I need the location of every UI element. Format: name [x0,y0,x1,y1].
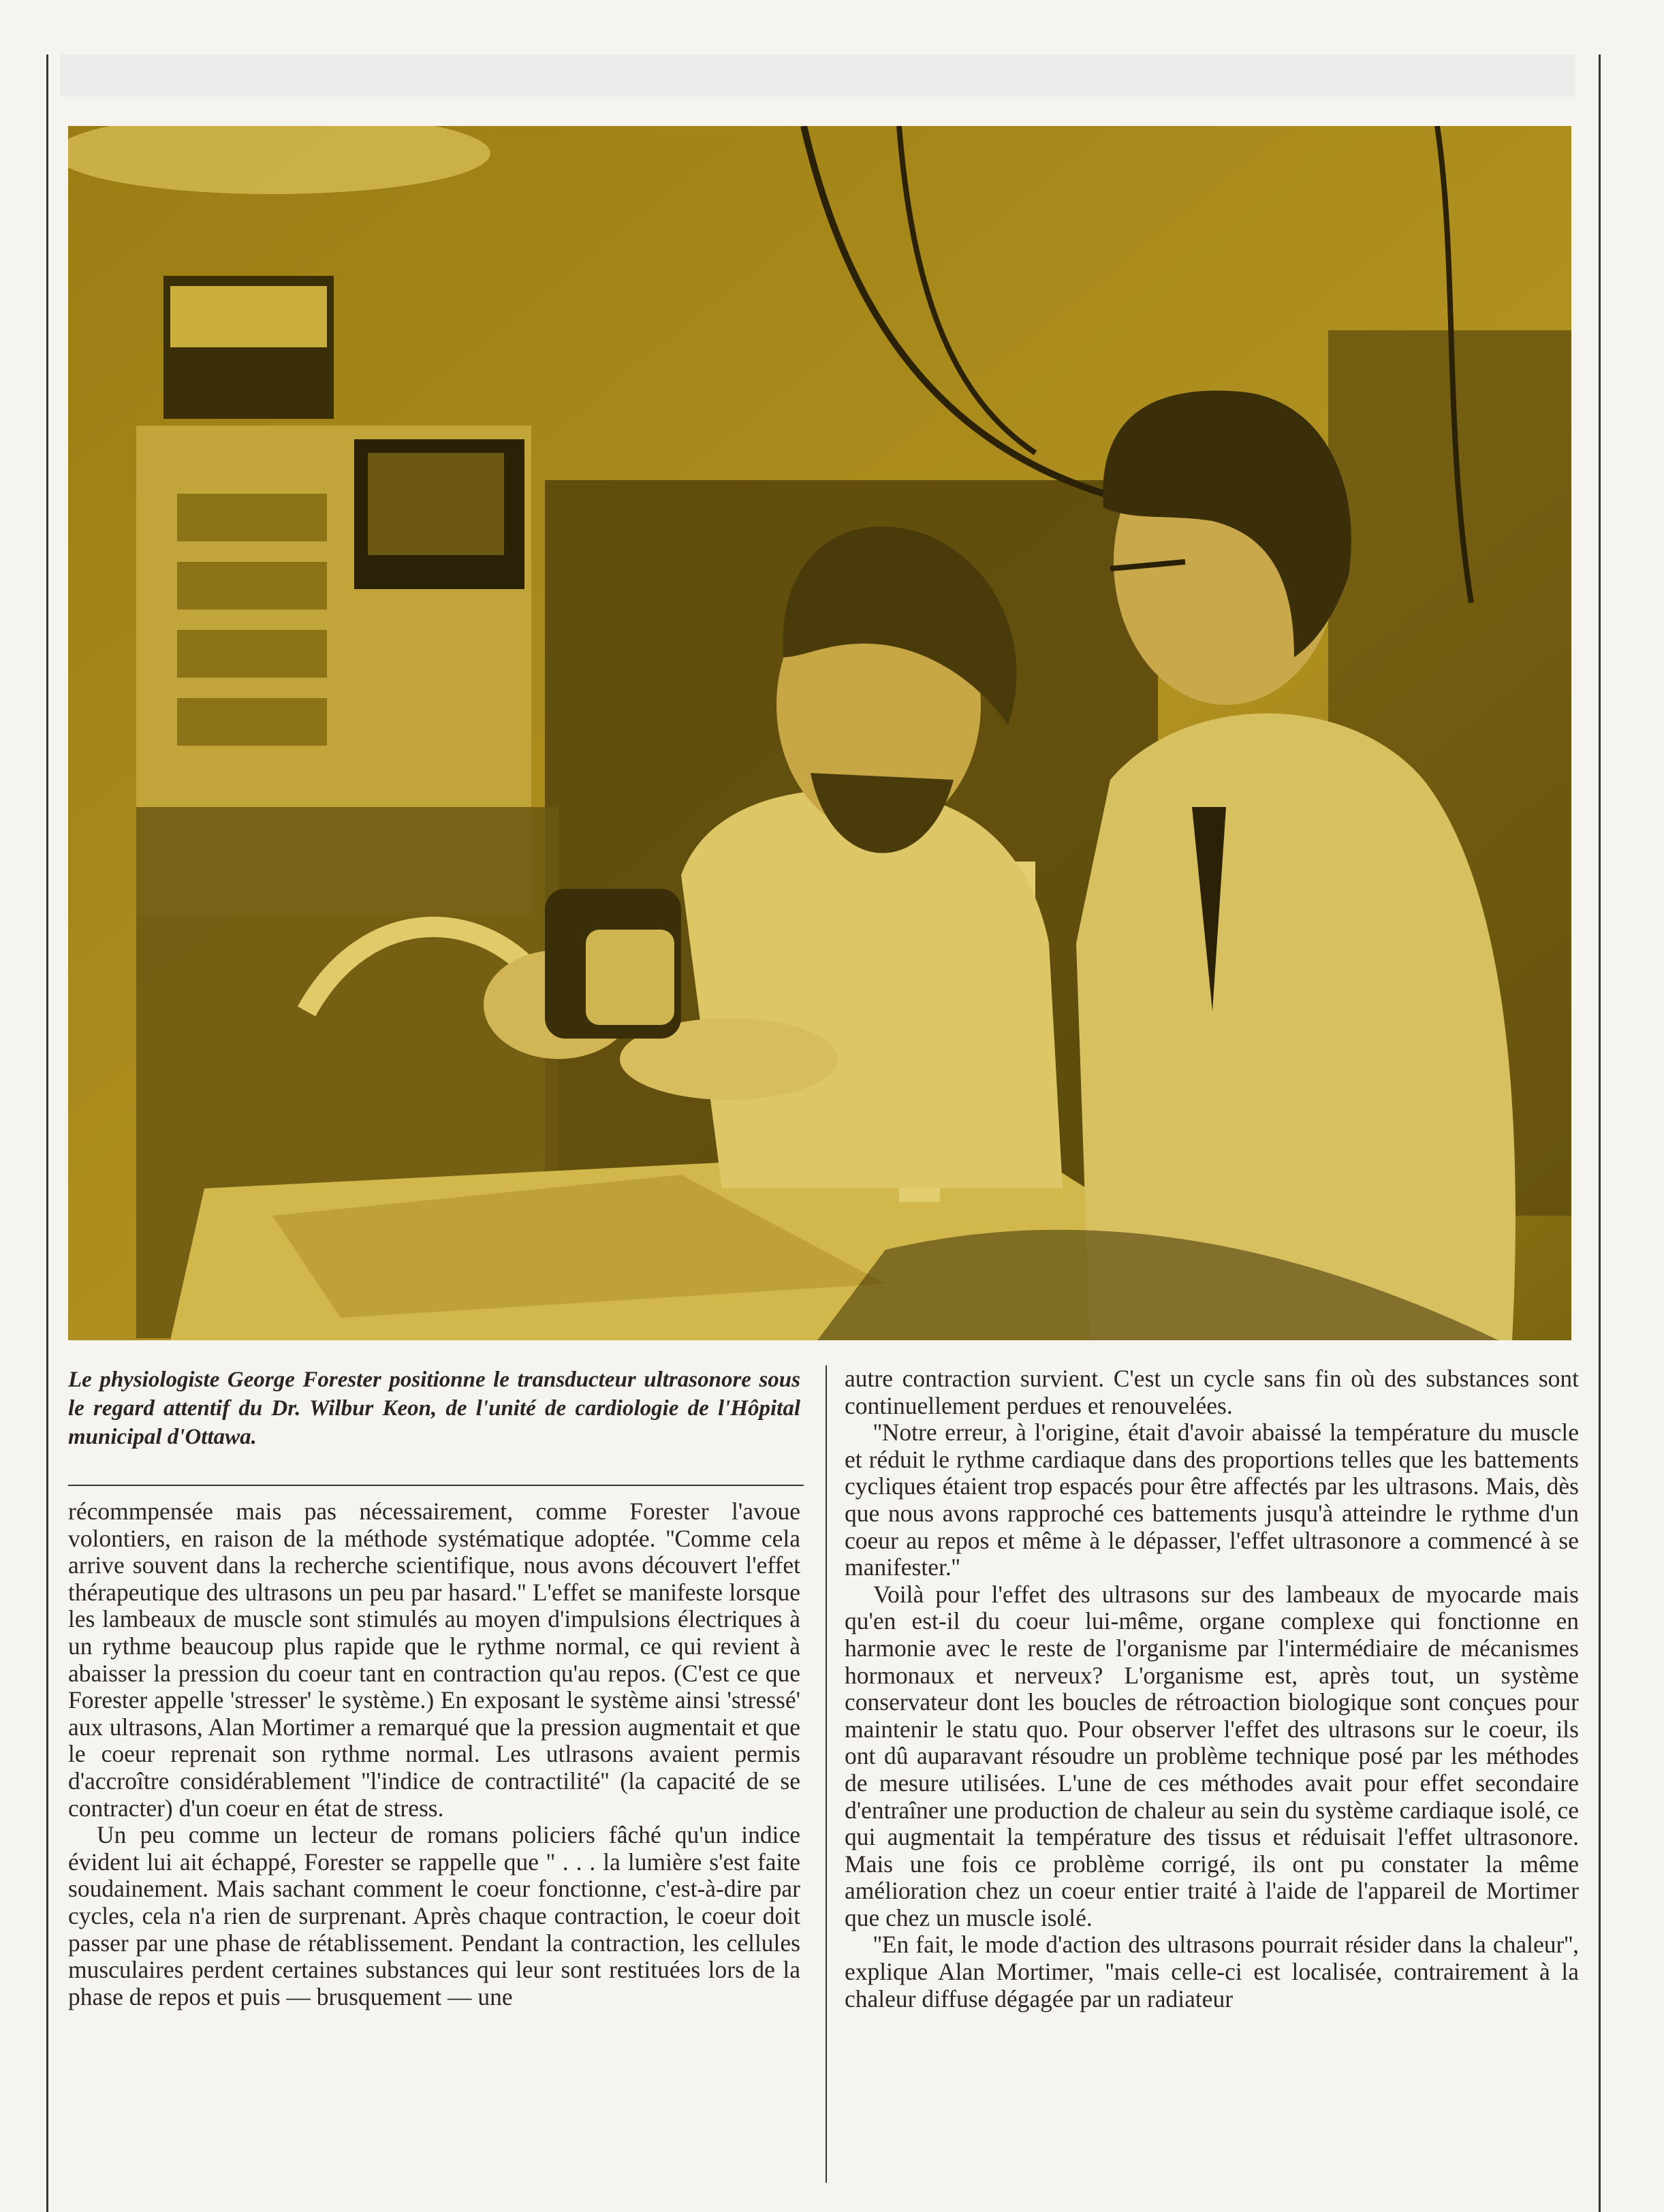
article-column-left [68,1498,800,2010]
caption-divider [68,1485,804,1486]
laboratory-photo [68,126,1571,1340]
paragraph: Un peu comme un lecteur de romans policiers fâché qu'un indice évident lui ait échappé, Forester se rappelle que '' . . . la lumière s'est faite soudainement. Mais sachant comment le coeur fonctionne, c'est-à-dire par cycles, cela n'a rien de surprenant. Après chaque contraction, le coeur doit passer par une phase de rétablissement. Pendant la contraction, les cellules musculaires perdent certaines substances qui leur sont restituées lors de la phase de repos et puis — brusquement — une [68,1821,800,2010]
paragraph: Voilà pour l'effet des ultrasons sur des lambeaux de myocarde mais qu'en est-il du coeur lui-même, organe complexe qui fonctionne en harmonie avec le reste de l'organisme par l'intermédiaire de mécanismes hormonaux et nerveux? L'organisme est, après tout, un système conservateur dont les boucles de rétroaction biologique sont conçues pour maintenir le statu quo. Pour observer l'effet des ultrasons sur le coeur, ils ont dû auparavant résoudre un problème technique posé par les méthodes de mesure utilisées. L'une de ces méthodes avait pour effet secondaire d'entraîner une production de chaleur au sein du système cardiaque isolé, ce qui augmentait la température des tissus et réduisait l'effet ultrasonore. Mais une fois ce problème corrigé, ils ont pu constater la même amélioration chez un coeur entier traité à l'aide de l'appareil de Mortimer que chez un muscle isolé. [845,1580,1579,1931]
page-header-band [60,54,1575,97]
page-border-left [46,54,48,2212]
column-divider [826,1365,827,2183]
page-border-right [1599,54,1601,2212]
article-column-right [845,1365,1579,2012]
paragraph: ''Notre erreur, à l'origine, était d'avoir abaissé la température du muscle et réduit le rythme cardiaque dans des proportions telles que les battements cycliques étaient trop espacés pour être affectés par les ultrasons. Mais, dès que nous avons rapproché ces battements jusqu'à atteindre le rythme d'un coeur au repos et même à le dépasser, l'effet ultrasonore a commencé à se manifester.'' [845,1419,1579,1581]
paragraph: autre contraction survient. C'est un cycle sans fin où des substances sont continuellement perdues et renouvelées. [845,1365,1579,1419]
photo-caption: Le physiologiste George Forester positionne le transducteur ultrasonore sous le regard attentif du Dr. Wilbur Keon, de l'unité de cardiologie de l'Hôpital municipal d'Ottawa. [68,1368,800,1449]
paragraph: ''En fait, le mode d'action des ultrasons pourrait résider dans la chaleur'', explique Alan Mortimer, ''mais celle-ci est localisée, contrairement à la chaleur diffuse dégagée par un radiateur [845,1931,1579,2012]
paragraph: récommpensée mais pas nécessairement, comme Forester l'avoue volontiers, en raison de la méthode systématique adoptée. ''Comme cela arrive souvent dans la recherche scientifique, nous avons découvert l'effet thérapeutique des ultrasons un peu par hasard.'' L'effet se manifeste lorsque les lambeaux de muscle sont stimulés au moyen d'impulsions électriques à un rythme beaucoup plus rapide que le rythme normal, ce qui revient à abaisser la pression du coeur tant en contraction qu'au repos. (C'est ce que Forester appelle 'stresser' le système.) En exposant le système ainsi 'stressé' aux ultrasons, Alan Mortimer a remarqué que la pression augmentait et que le coeur reprenait son rythme normal. Les utlrasons avaient permis d'accroître considérablement ''l'indice de contractilité'' (la capacité de se contracter) d'un coeur en état de stress. [68,1498,800,1822]
